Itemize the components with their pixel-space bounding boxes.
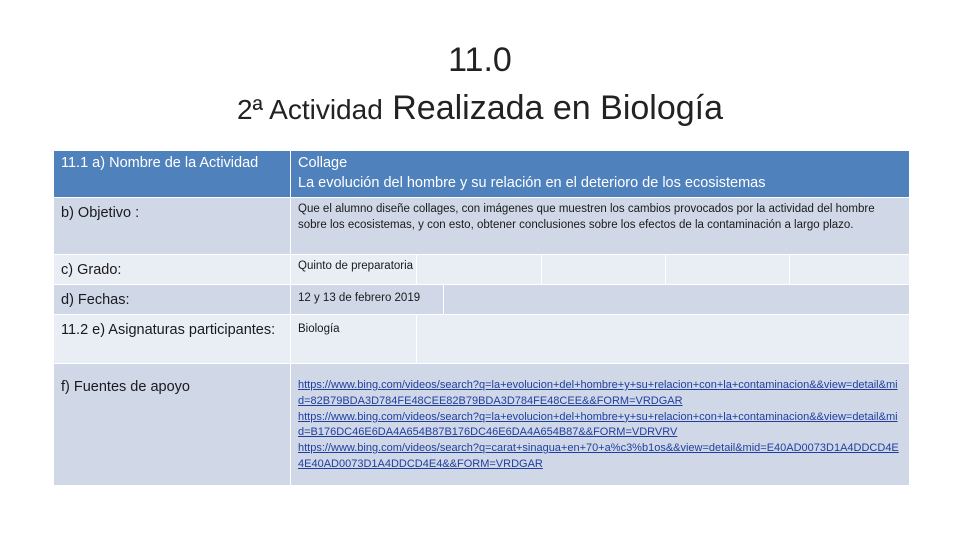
title-line-1: 11.0 [448,41,512,79]
fechas-label-cell [54,285,291,315]
header-value [291,151,909,193]
fuentes-links [291,364,909,473]
header-value-cell [291,151,910,198]
asignaturas-label: 11.2 e) Asignaturas participantes: [61,322,276,338]
grado-value-cell [291,255,910,285]
title-line-2-prefix: 2ª Actividad [236,94,383,125]
title-line-2 [0,84,960,134]
objetivo-value: Que el alumno diseñe collages, con imágenes que muestren los cambios provocados por la actividad del hombre sobre los ecosistemas, y con esto, obtener conclusiones sobre los efectos de la contaminación a largo plazo. [298,203,875,231]
source-link[interactable]: https://www.bing.com/videos/search?q=la+evolucion+del+hombre+y+su+relacion+con+la+contaminacion&&view=detail&mid=B176DC46E6DA4A654B87B176DC46E6DA4A654B87&&FORM=VDRVRV [298,410,898,439]
table-row-fuentes [54,364,910,486]
cell-divider [443,285,444,314]
grado-value: Quinto de preparatoria [298,260,414,272]
asignaturas-value: Biología [298,323,340,335]
cell-divider [789,255,790,284]
cell-divider [665,255,666,284]
grado-label: c) Grado: [61,262,122,278]
table-row-header [54,151,910,198]
source-link[interactable]: https://www.bing.com/videos/search?q=la+evolucion+del+hombre+y+su+relacion+con+la+contaminacion&&view=detail&mid=82B79BDA3D784FE48CEE82B79BDA3D784FE48CEE&&FORM=VRDGAR [298,379,898,407]
slide-title [0,36,960,134]
cell-divider [416,315,417,363]
fuentes-value-cell [291,364,910,486]
objetivo-value-cell [291,198,910,255]
table-row-asignaturas [54,315,910,364]
fechas-value-cell [291,285,910,315]
title-line-2-main: Realizada en Biología [382,89,724,127]
cell-divider [416,255,417,284]
table-row-grado [54,255,910,285]
table-row-fechas [54,285,910,315]
cell-divider [541,255,542,284]
grado-label-cell [54,255,291,285]
fuentes-label: f) Fuentes de apoyo [61,379,190,395]
header-label-cell [54,151,291,198]
table-row-objetivo [54,198,910,255]
fechas-value: 12 y 13 de febrero 2019 [298,292,421,304]
asignaturas-value-box [291,315,909,363]
fuentes-label-cell [54,364,291,486]
header-label: 11.1 a) Nombre de la Actividad [61,155,259,171]
fechas-value-box [291,285,909,314]
source-link[interactable]: https://www.bing.com/videos/search?q=carat+sinagua+en+70+a%c3%b1os&&view=detail&mid=E40AD0073D1A4DDCD4E4E40AD0073D1A4DDCD4E4&&FORM=VRDGAR [298,442,899,470]
header-value-line-1: Collage [298,155,348,171]
objetivo-label-cell [54,198,291,255]
header-value-line-2: La evolución del hombre y su relación en el deterioro de los ecosistemas [298,175,766,191]
objetivo-label: b) Objetivo : [61,205,140,221]
activity-table [53,150,910,486]
asignaturas-label-cell [54,315,291,364]
fechas-label: d) Fechas: [61,292,130,308]
grado-value-box [291,255,909,284]
asignaturas-value-cell [291,315,910,364]
